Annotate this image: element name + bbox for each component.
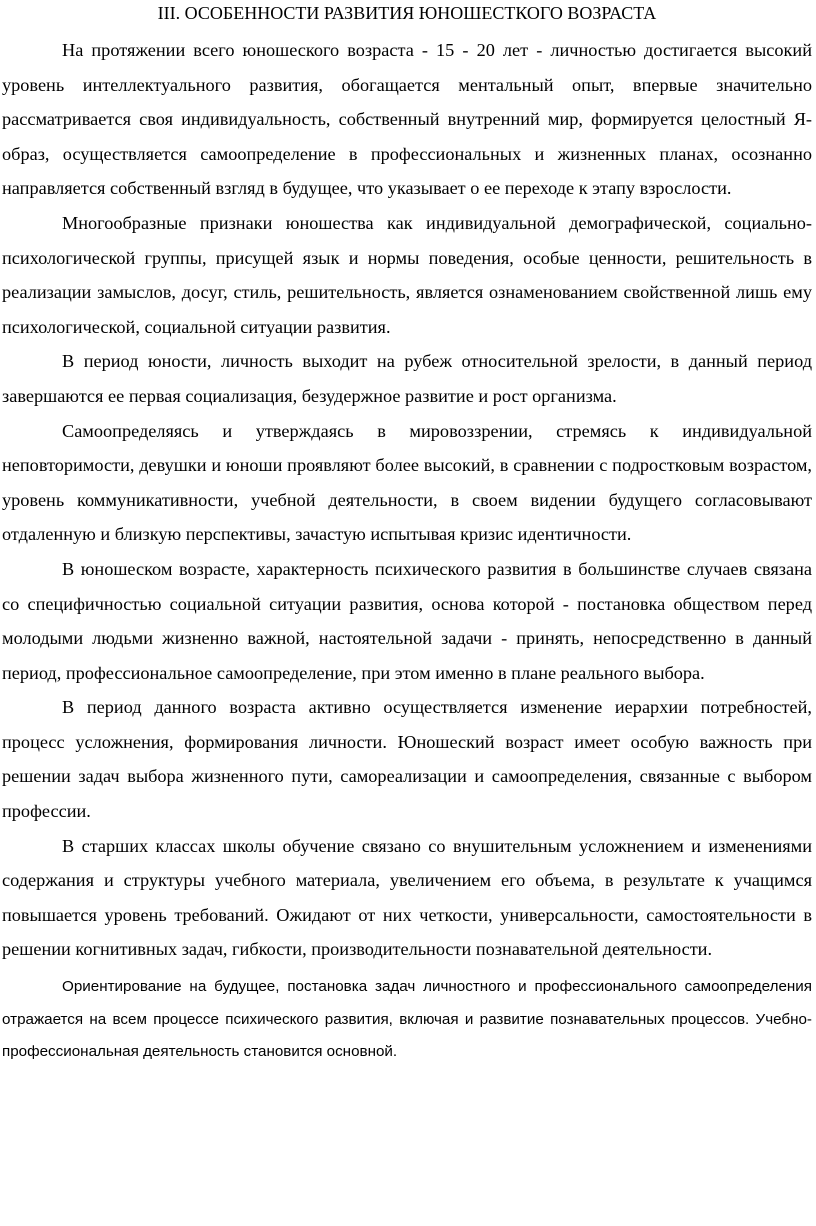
paragraph-5: В юношеском возрасте, характерность психического развития в большинстве случаев связана со специфичностью социальной ситуации развития, основа которой - постановка обществом перед молодыми людьми жизненно важной, настоятельной задачи - принять, непосредственно в данный период, профессиональное самоопределение, при этом именно в плане реального выбора.	[2, 558, 812, 683]
paragraph-6: В период данного возраста активно осуществляется изменение иерархии потребностей, процесс усложнения, формирования личности. Юношеский возраст имеет особую важность при решении задач выбора жизненного пути, самореализации и самоопределения, связанные с выбором профессии.	[2, 697, 812, 822]
paragraph-8: Ориентирование на будущее, постановка задач личностного и профессионального самоопределения отражается на всем процессе психического развития, включая и развитие познавательных процессов. Учебно-профессиональная деятельность становится основной.	[2, 978, 812, 1061]
paragraph-2: Многообразные признаки юношества как индивидуальной демографической, социально-психологической группы, присущей язык и нормы поведения, особые ценности, решительность в реализации замыслов, досуг, стиль, решительность, является ознаменованием свойственной лишь ему психологической, социальной ситуации развития.	[2, 212, 812, 337]
paragraph-3: В период юности, личность выходит на рубеж относительной зрелости, в данный период завершаются ее первая социализация, безудержное развитие и рост организма.	[2, 351, 812, 406]
paragraph-1: На протяжении всего юношеского возраста - 15 - 20 лет - личностью достигается высокий уровень интеллектуального развития, обогащается ментальный опыт, впервые значительно рассматривается своя индивидуальность, собственный внутренний мир, формируется целостный Я-образ, осуществляется самоопределение в профессиональных и жизненных планах, осознанно направляется собственный взгляд в будущее, что указывает о ее переходе к этапу взрослости.	[2, 40, 812, 199]
paragraph-4: Самоопределяясь и утверждаясь в мировоззрении, стремясь к индивидуальной неповторимости, девушки и юноши проявляют более высокий, в сравнении с подростковым возрастом, уровень коммуникативности, учебной деятельности, в своем видении будущего согласовывают отдаленную и близкую перспективы, зачастую испытывая кризис идентичности.	[2, 420, 812, 545]
section-heading: III. ОСОБЕННОСТИ РАЗВИТИЯ ЮНОШЕСТКОГО ВОЗРАСТА	[157, 3, 657, 23]
paragraph-7: В старших классах школы обучение связано со внушительным усложнением и изменениями содержания и структуры учебного материала, увеличением его объема, в результате к учащимся повышается уровень требований. Ожидают от них четкости, универсальности, самостоятельности в решении когнитивных задач, гибкости, производительности познавательной деятельности.	[2, 835, 812, 960]
